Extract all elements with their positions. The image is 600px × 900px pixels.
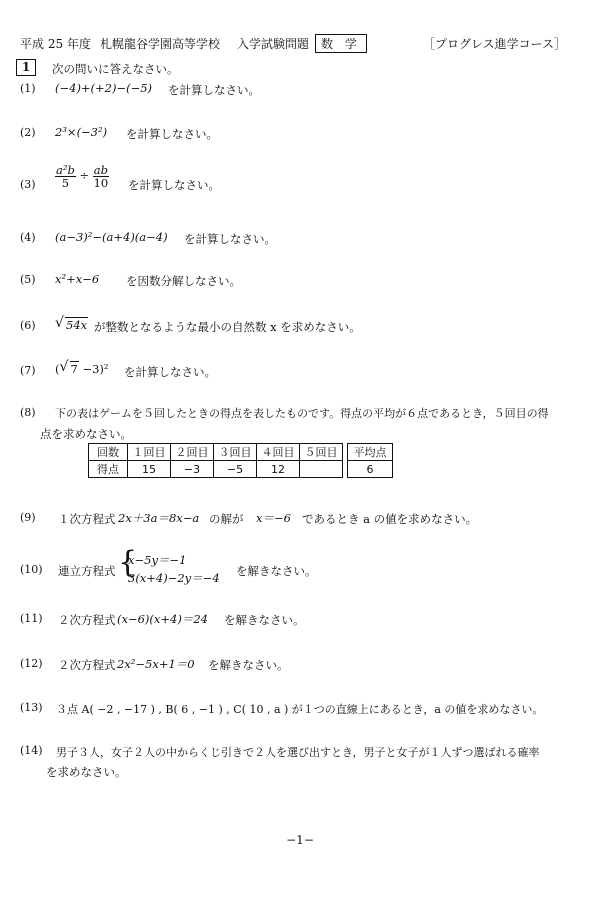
problem-9-middle: の解が bbox=[209, 512, 244, 526]
problem-8-line-2: 点を求めなさい。 bbox=[40, 427, 132, 441]
problem-8-line-1: 下の表はゲームを５回したときの得点を表したものです。得点の平均が６点であるとき，５回目の得 bbox=[55, 407, 549, 420]
problem-8-number: (8) bbox=[20, 406, 36, 419]
problem-9-solution: x＝−6 bbox=[256, 511, 291, 525]
problem-2-number: (2) bbox=[20, 126, 36, 139]
problem-9-text: であるとき a の値を求めなさい。 bbox=[302, 512, 478, 526]
problem-6-sqrt: √ 54x bbox=[55, 315, 88, 332]
header-course: ［プログレス進学コース］ bbox=[423, 37, 567, 51]
table-score-cell: 得点 bbox=[89, 461, 128, 478]
problem-10-label: 連立方程式 bbox=[58, 564, 116, 578]
score-table bbox=[88, 443, 393, 478]
problem-12-label: ２次方程式 bbox=[58, 658, 116, 672]
problem-12-text: を解きなさい。 bbox=[208, 658, 289, 672]
header-year: 平成 25 年度 bbox=[20, 37, 91, 51]
problem-7-number: (7) bbox=[20, 364, 36, 377]
table-average-value: 6 bbox=[348, 461, 393, 478]
problem-4-number: (4) bbox=[20, 231, 36, 244]
header-subject: 数 学 bbox=[315, 34, 367, 53]
problem-2-expression: 2³×(−3²) bbox=[55, 125, 108, 139]
table-score-cell bbox=[300, 461, 343, 478]
table-header-cell: ２回目 bbox=[171, 444, 214, 461]
problem-9-label: １次方程式 bbox=[58, 512, 116, 526]
problem-5-text: を因数分解しなさい。 bbox=[126, 274, 241, 288]
problem-3-text: を計算しなさい。 bbox=[128, 178, 220, 192]
problem-12-number: (12) bbox=[20, 657, 43, 670]
page-number: −1− bbox=[286, 833, 314, 847]
problem-7-text: を計算しなさい。 bbox=[124, 365, 216, 379]
problem-1-text: を計算しなさい。 bbox=[168, 83, 260, 97]
table-score-cell: 12 bbox=[257, 461, 300, 478]
table-score-cell: −5 bbox=[214, 461, 257, 478]
header-exam: 入学試験問題 bbox=[237, 37, 310, 51]
table-header-cell: １回目 bbox=[128, 444, 171, 461]
header-school: 札幌龍谷学園高等学校 bbox=[100, 37, 221, 51]
table-score-cell: 15 bbox=[128, 461, 171, 478]
problem-14-line-2: を求めなさい。 bbox=[46, 765, 127, 779]
problem-10-text: を解きなさい。 bbox=[236, 564, 317, 578]
table-header-cell: ５回目 bbox=[300, 444, 343, 461]
problem-5-expression: x²+x−6 bbox=[55, 272, 100, 286]
problem-3-fraction-2: $\frac{ab}{10}$ bbox=[93, 163, 109, 191]
table-header-cell: ３回目 bbox=[214, 444, 257, 461]
problem-11-equation: (x−6)(x+4)＝24 bbox=[117, 612, 208, 626]
problem-13-number: (13) bbox=[20, 701, 43, 714]
problem-10-equation-1: x−5y＝−1 bbox=[128, 553, 187, 567]
section-instruction: 次の問いに答えなさい。 bbox=[52, 62, 179, 76]
problem-3-fraction-1: $\frac{\text{a²b}}{5}$ bbox=[56, 163, 75, 191]
problem-3-operator: ÷ bbox=[79, 168, 90, 183]
problem-9-number: (9) bbox=[20, 511, 36, 524]
table-average-header: 平均点 bbox=[348, 444, 393, 461]
problem-4-expression: (a−3)²−(a+4)(a−4) bbox=[55, 230, 168, 244]
table-score-cell: −3 bbox=[171, 461, 214, 478]
problem-6-text: が整数となるような最小の自然数 x を求めなさい。 bbox=[94, 320, 361, 334]
brace-icon: { bbox=[118, 545, 138, 580]
problem-5-number: (5) bbox=[20, 273, 36, 286]
problem-11-label: ２次方程式 bbox=[58, 613, 116, 627]
table-header-cell: ４回目 bbox=[257, 444, 300, 461]
problem-6-expression bbox=[55, 315, 88, 332]
problem-7-expression: ( √ 7 −3)² bbox=[55, 359, 109, 376]
problem-4-text: を計算しなさい。 bbox=[184, 232, 276, 246]
problem-12-equation: 2x²−5x+1＝0 bbox=[117, 657, 195, 671]
problem-3-expression bbox=[55, 164, 109, 189]
problem-6-number: (6) bbox=[20, 319, 36, 332]
problem-10-equation-2: 3(x+4)−2y＝−4 bbox=[128, 571, 220, 585]
problem-10-number: (10) bbox=[20, 563, 43, 576]
problem-9-equation: 2x＋3a＝8x−a bbox=[118, 511, 200, 525]
problem-3-number: (3) bbox=[20, 178, 36, 191]
table-header-cell: 回数 bbox=[89, 444, 128, 461]
problem-14-number: (14) bbox=[20, 744, 43, 757]
problem-7-sqrt: √ 7 bbox=[59, 359, 78, 376]
problem-2-text: を計算しなさい。 bbox=[126, 127, 218, 141]
section-number: 1 bbox=[16, 59, 36, 76]
problem-13-text: ３点 A( −2 , −17 ) , B( 6 , −1 ) , C( 10 , a ) が１つの直線上にあるとき，a の値を求めなさい。 bbox=[56, 703, 544, 716]
problem-14-line-1: 男子３人，女子２人の中からくじ引きで２人を選び出すとき，男子と女子が１人ずつ選ばれる確率 bbox=[56, 746, 540, 759]
score-table-header-row bbox=[89, 444, 393, 461]
problem-11-text: を解きなさい。 bbox=[224, 613, 305, 627]
problem-1-number: (1) bbox=[20, 82, 36, 95]
problem-11-number: (11) bbox=[20, 612, 43, 625]
problem-1-expression: (−4)+(+2)−(−5) bbox=[55, 81, 153, 95]
score-table-score-row bbox=[89, 461, 393, 478]
